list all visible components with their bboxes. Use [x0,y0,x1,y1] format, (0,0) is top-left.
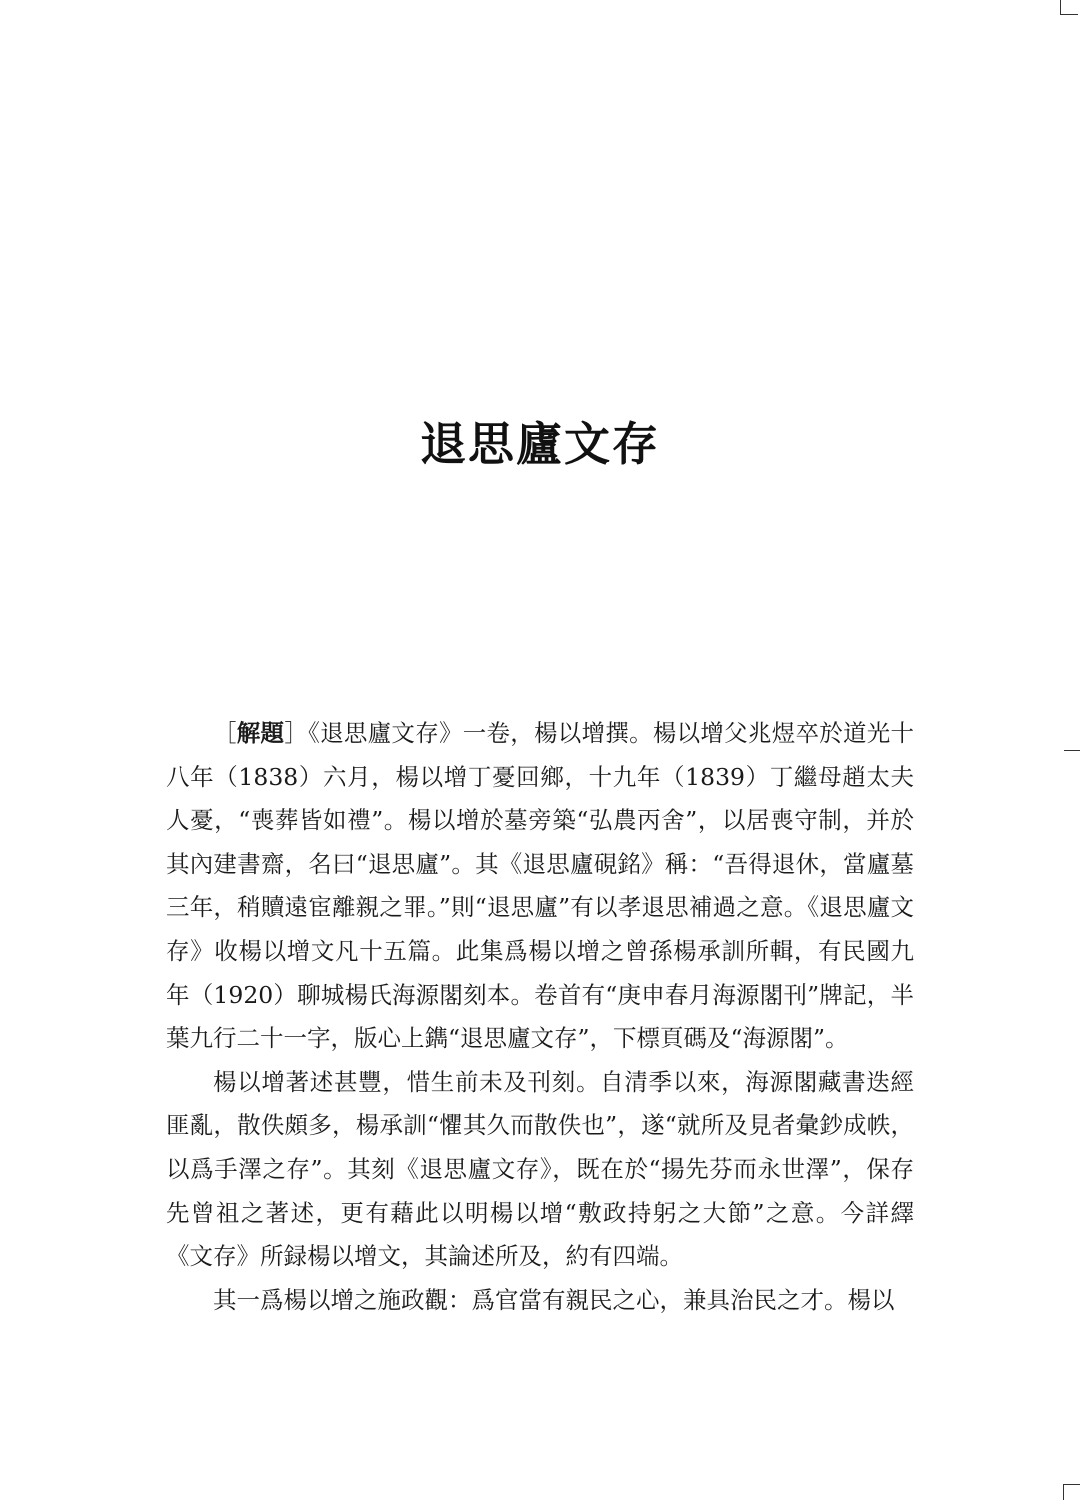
paragraph: 楊以增著述甚豐，惜生前未及刊刻。自清季以來，海源閣藏書迭經匪亂，散佚頗多，楊承訓“懼其久而散佚也”，遂“就所及見者彙鈔成帙，以爲手澤之存”。其刻《退思廬文存》，既在於“揚先芬而永世澤”，保存先曾祖之著述，更有藉此以明楊以增“敷政持躬之大節”之意。今詳繹《文存》所録楊以增文，其論述所及，約有四端。 [166,1067,914,1271]
crop-mark-middle [1064,750,1080,751]
label-close-bracket: ］ [284,719,309,747]
paragraph: 其一爲楊以增之施政觀：爲官當有親民之心，兼具治民之才。楊以 [213,1285,895,1314]
label-open-bracket: ［ [213,719,237,747]
label-text: 解題 [236,719,285,747]
page-title: 退思廬文存 [420,417,660,471]
crop-mark-top [1060,0,1061,14]
paragraph-text: 《退思廬文存》一卷，楊以增撰。楊以增父兆煜卒於道光十八年（1838）六月，楊以增丁憂回鄉，十九年（1839）丁繼母趙太夫人憂，“喪葬皆如禮”。楊以增於墓旁築“弘農丙舍”，以居喪守制，并於其內建書齋，名曰“退思廬”。其《退思廬硯銘》稱：“吾得退休，當廬墓三年，稍贖遠宦離親之罪。”則“退思廬”有以孝退思補過之意。《退思廬文存》收楊以增文凡十五篇。此集爲楊以增之曾孫楊承訓所輯，有民國九年（1920）聊城楊氏海源閣刻本。卷首有“庚申春月海源閣刊”牌記，半葉九行二十一字，版心上鐫“退思廬文存”，下標頁碼及“海源閣”。 [166,719,915,1053]
label-tag [213,719,308,747]
paragraph-intro [166,712,914,1061]
crop-mark-bottom [1064,1484,1080,1485]
crop-mark-bottom-vertical [1063,1484,1064,1500]
crop-mark-top-horizontal [1060,14,1078,15]
body-text [166,712,914,1322]
